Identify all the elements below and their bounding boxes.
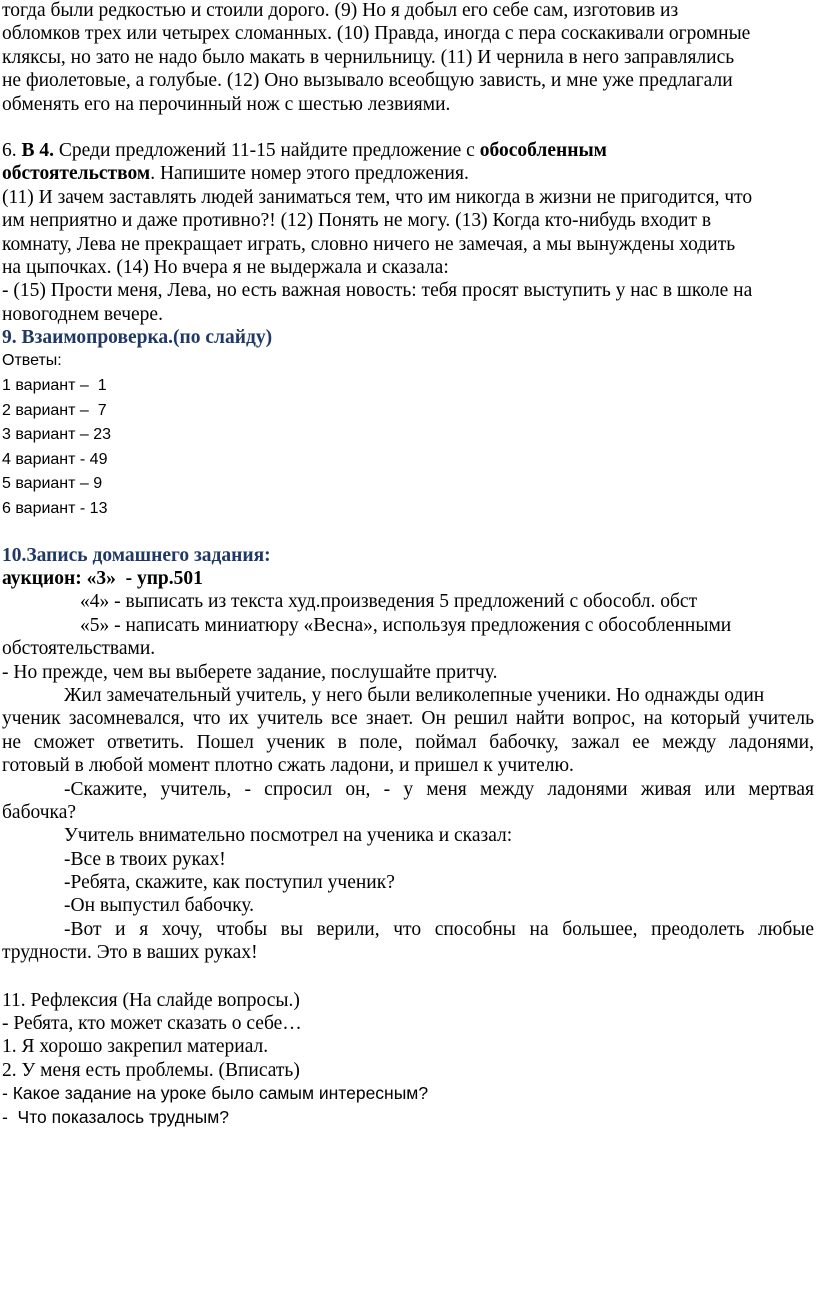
section-11-heading [2,989,814,1012]
section-10-heading: 10.Запись домашнего задания: [2,544,271,566]
section-10 [2,544,814,965]
section-number: 11. [2,989,31,1011]
dialogue-ask: -Ребята, скажите, как поступил ученик? [64,872,395,894]
moral-line: -Вот и я хочу, чтобы вы верили, что способны на большее, преодолеть любые [64,918,814,940]
answer-item: 3 вариант – 23 [2,426,112,444]
answers-label: Ответы: [2,352,62,370]
task-number: 6. [2,139,22,161]
spacer [2,965,814,989]
dialogue-answer: -Он выпустил бабочку. [64,895,255,917]
intro-paragraph [2,0,814,116]
parable-line: ученик засомневался, что их учитель все знает. Он решил найти вопрос, на который учитель [2,708,814,730]
section-9-heading: 9. Взаимопроверка.(по слайду) [2,327,273,349]
intro-line: обломков трех или четырех сломанных. (10) Правда, иногда с пера соскакивали огромные [2,23,751,45]
parable [2,684,814,965]
task-term: обстоятельством [2,163,151,185]
auction-text: аукцион: «3» - упр.501 [2,568,203,590]
task-6-line: новогоднем вечере. [2,303,163,325]
task-6-title [2,139,814,162]
moral-line-cont: трудности. Это в ваших руках! [2,942,258,964]
homework-task-5-cont: обстоятельствами. [2,638,156,660]
task-6 [2,139,814,326]
task-text: Среди предложений 11-15 найдите предложение с [54,139,480,161]
section-9 [2,326,814,522]
answer-item: 2 вариант – 7 [2,401,107,419]
task-label: В 4. [21,139,55,161]
parable-line: Жил замечательный учитель, у него были великолепные ученики. Но однажды один [64,684,765,706]
intro-line: не фиолетовые, а голубые. (12) Оно вызывало всеобщую зависть, и мне уже предлагали [2,70,733,92]
parable-line: готовый в любой момент плотно сжать ладони, и пришел к учителю. [2,755,574,777]
reflection-question: - Какое задание на уроке было самым интересным? [2,1083,429,1104]
spacer [2,116,814,140]
intro-line: обменять его на перочинный нож с шестью лезвиями. [2,93,451,115]
homework-task-4: «4» - выписать из текста худ.произведения 5 предложений с обособл. обст [80,591,698,613]
answer-item: 6 вариант - 13 [2,500,108,518]
intro-line: тогда были редкостью и стоили дорого. (9) Но я добыл его себе сам, изготовив из [2,0,679,21]
section-11 [2,989,814,1129]
task-term: обособленным [479,139,607,161]
task-6-title-cont [2,162,814,185]
answer-item: 1 вариант – 1 [2,377,107,395]
spacer [2,522,814,544]
section-title: Рефлексия [30,989,118,1011]
task-6-line: комнату, Лева не прекращает играть, словно ничего не замечая, а мы вынуждены ходить [2,233,736,255]
task-6-line: на цыпочках. (14) Но вчера я не выдержала и сказала: [2,256,449,278]
parable-intro: - Но прежде, чем вы выберете задание, послушайте притчу. [2,661,498,683]
intro-line: кляксы, но зато не надо было макать в чернильницу. (11) И чернила в него заправлялись [2,46,735,68]
reflection-line: 1. Я хорошо закрепил материал. [2,1036,269,1058]
task-6-line: им неприятно и даже противно?! (12) Понять не могу. (13) Когда кто-нибудь входит в [2,210,712,232]
homework-task-5: «5» - написать миниатюру «Весна», используя предложения с обособленными [80,614,732,636]
task-text: . Напишите номер этого предложения. [150,163,469,185]
answer-item: 4 вариант - 49 [2,450,108,468]
task-6-line: (11) И зачем заставлять людей заниматься тем, что им никогда в жизни не пригодится, что [2,186,753,208]
dialogue-reply: -Все в твоих руках! [64,848,226,870]
reflection-line: - Ребята, кто может сказать о себе… [2,1013,302,1035]
dialogue-teacher: Учитель внимательно посмотрел на ученика и сказал: [64,825,513,847]
reflection-line: 2. У меня есть проблемы. (Вписать) [2,1059,300,1081]
dialogue-question: -Скажите, учитель, - спросил он, - у меня между ладонями живая или мертвая [64,778,814,800]
reflection-question: - Что показалось трудным? [2,1106,229,1127]
answer-item: 5 вариант – 9 [2,475,103,493]
homework-auction [2,567,814,590]
task-6-line: - (15) Прости меня, Лева, но есть важная новость: тебя просят выступить у нас в школе на [2,280,753,302]
section-note: (На слайде вопросы.) [117,989,300,1011]
dialogue-question-cont: бабочка? [2,801,77,823]
parable-line: не сможет ответить. Пошел ученик в поле, поймал бабочку, зажал ее между ладонями, [2,731,814,753]
